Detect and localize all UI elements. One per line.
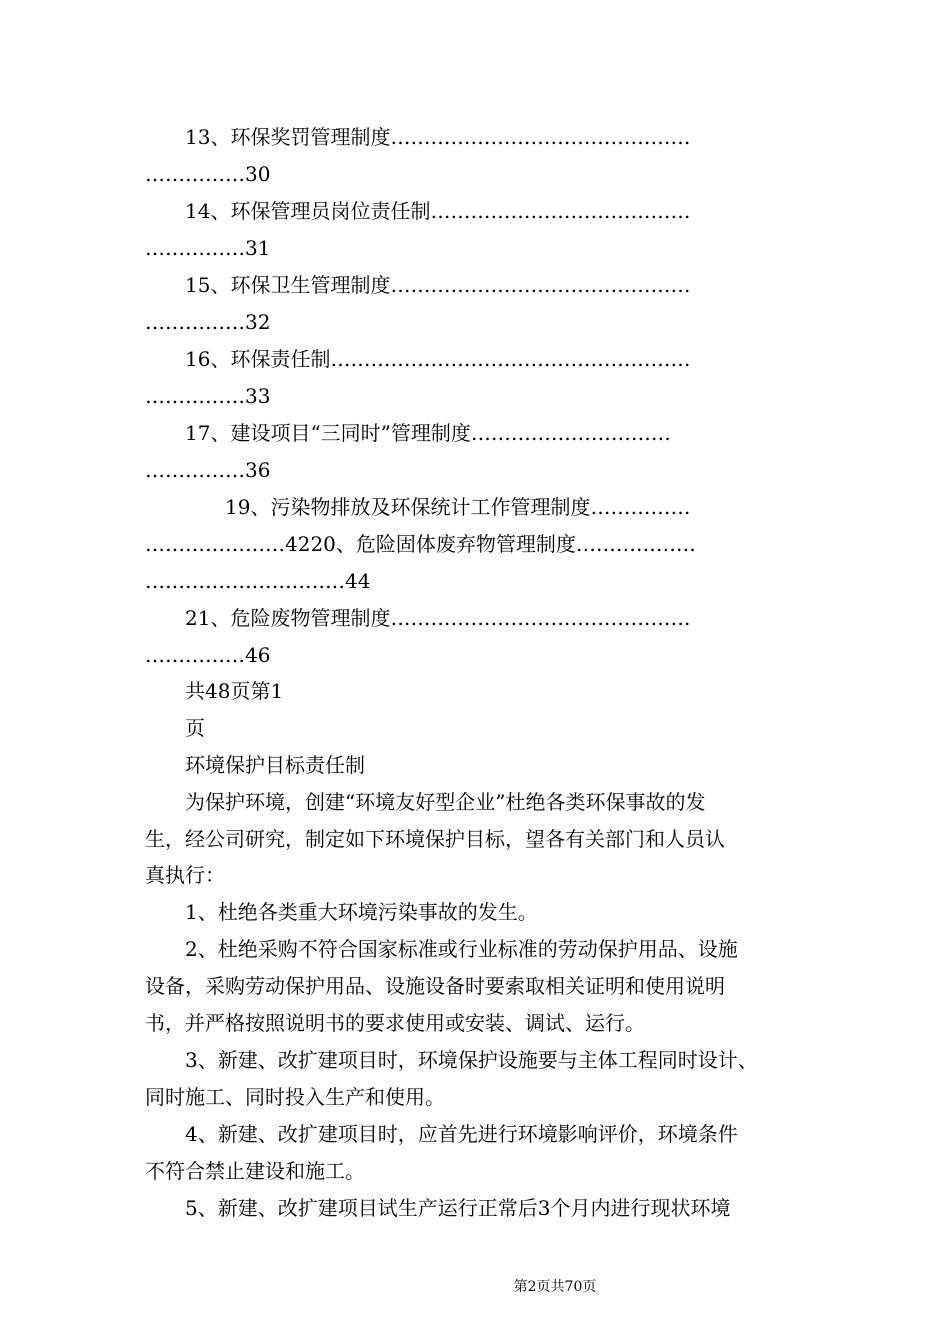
body-line: 设备，采购劳动保护用品、设施设备时要索取相关证明和使用说明 [145,974,725,998]
toc-line: ……………33 [145,384,271,408]
toc-line: ……………31 [145,236,271,260]
toc-line: …………………4220、危险固体废弃物管理制度……………… [145,532,696,556]
body-line: 5、新建、改扩建项目试生产运行正常后3个月内进行现状环境 [145,1196,731,1220]
body-line: 3、新建、改扩建项目时，环境保护设施要与主体工程同时设计、 [145,1048,758,1072]
toc-line: ……………32 [145,310,271,334]
toc-line: 16、环保责任制……………………………………………… [145,347,691,371]
section-title: 环境保护目标责任制 [145,753,365,777]
toc-line: ……………30 [145,162,271,186]
toc-line: 13、环保奖罚管理制度……………………………………… [145,125,691,149]
body-line: 真执行： [145,863,225,887]
body-line: 4、新建、改扩建项目时，应首先进行环境影响评价，环境条件 [145,1122,738,1146]
body-line: 生，经公司研究，制定如下环境保护目标，望各有关部门和人员认 [145,827,725,851]
body-line: 1、杜绝各类重大环境污染事故的发生。 [145,900,538,924]
body-line: 同时施工、同时投入生产和使用。 [145,1085,445,1109]
body-line: 为保护环境，创建“环境友好型企业”杜绝各类环保事故的发 [145,790,706,814]
toc-line: 14、环保管理员岗位责任制………………………………… [145,199,691,223]
body-line: 2、杜绝采购不符合国家标准或行业标准的劳动保护用品、设施 [145,937,738,961]
toc-line: 19、污染物排放及环保统计工作管理制度…………… [145,495,691,519]
page-count-line: 共48页第1 [145,679,284,703]
page-count-line: 页 [145,716,205,740]
toc-line: 21、危险废物管理制度……………………………………… [145,606,691,630]
toc-line: 15、环保卫生管理制度……………………………………… [145,273,691,297]
body-line: 不符合禁止建设和施工。 [145,1159,365,1183]
body-line: 书，并严格按照说明书的要求使用或安装、调试、运行。 [145,1011,645,1035]
toc-line: ……………46 [145,643,271,667]
toc-line: …………………………44 [145,569,371,593]
page-number: 第2页共70页 [513,1279,597,1295]
page-footer [0,1276,950,1296]
toc-line: 17、建设项目“三同时”管理制度………………………… [145,421,671,445]
toc-line: ……………36 [145,458,271,482]
